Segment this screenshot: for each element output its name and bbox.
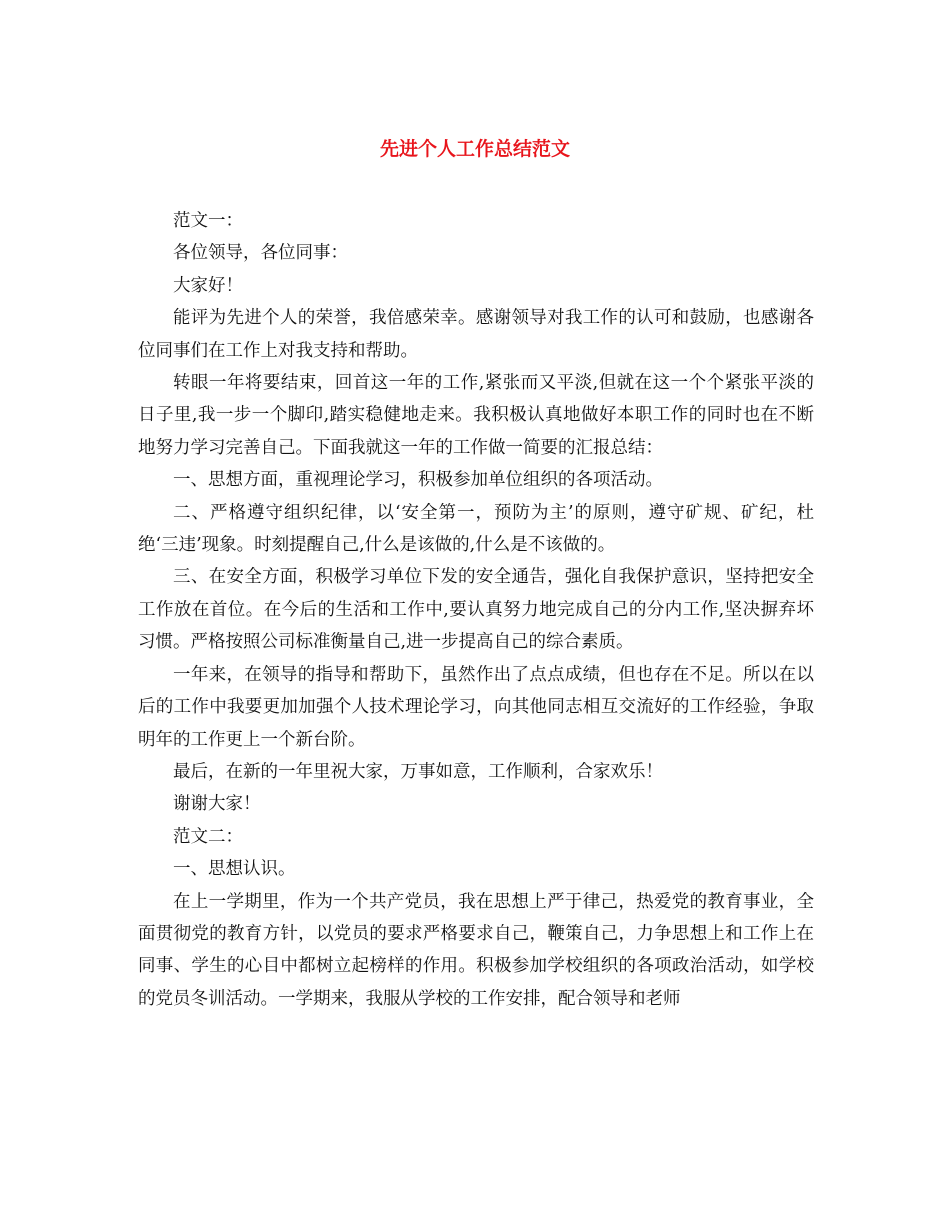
paragraph: 各位领导，各位同事： — [173, 243, 348, 264]
paragraph: 一、思想认识。 — [173, 859, 296, 880]
paragraph: 谢谢大家！ — [173, 794, 261, 815]
paragraph: 在上一学期里，作为一个共产党员，我在思想上严于律己，热爱党的教育事业，全面贯彻党的教育方针，以党员的要求严格要求自己，鞭策自己，力争思想上和工作上在同事、学生的心目中都树立起榜样的作用。积极参加学校组织的各项政治活动，如学校的党员冬训活动。一学期来，我服从学校的工作安排，配合领导和老师 — [138, 891, 814, 1009]
paragraph: 范文二： — [173, 826, 243, 847]
paragraph: 大家好！ — [173, 275, 243, 296]
paragraph: 二、严格遵守组织纪律，以‘安全第一，预防为主’的原则，遵守矿规、矿纪，杜绝‘三违’现象。时刻提醒自己,什么是该做的,什么是不该做的。 — [138, 502, 814, 556]
paragraph: 范文一： — [173, 211, 243, 231]
document-title: 先进个人工作总结范文 — [379, 138, 570, 160]
paragraph: 三、在安全方面，积极学习单位下发的安全通告，强化自我保护意识，坚持把安全工作放在首位。在今后的生活和工作中,要认真努力地完成自己的分内工作,坚决摒弃坏习惯。严格按照公司标准衡量自己,进一步提高自己的综合素质。 — [138, 567, 814, 653]
paragraph: 一年来，在领导的指导和帮助下，虽然作出了点点成绩，但也存在不足。所以在以后的工作中我要更加加强个人技术理论学习，向其他同志相互交流好的工作经验，争取明年的工作更上一个新台阶。 — [138, 664, 814, 750]
paragraph: 最后，在新的一年里祝大家，万事如意，工作顺利，合家欢乐！ — [173, 761, 663, 782]
paragraph: 转眼一年将要结束，回首这一年的工作,紧张而又平淡,但就在这一个个紧张平淡的日子里,我一步一个脚印,踏实稳健地走来。我积极认真地做好本职工作的同时也在不断地努力学习完善自己。下面我就这一年的工作做一简要的汇报总结： — [138, 373, 814, 458]
paragraph: 能评为先进个人的荣誉，我倍感荣幸。感谢领导对我工作的认可和鼓励，也感谢各位同事们在工作上对我支持和帮助。 — [138, 308, 814, 361]
document-body — [138, 205, 814, 1015]
paragraph: 一、思想方面，重视理论学习，积极参加单位组织的各项活动。 — [173, 470, 663, 491]
